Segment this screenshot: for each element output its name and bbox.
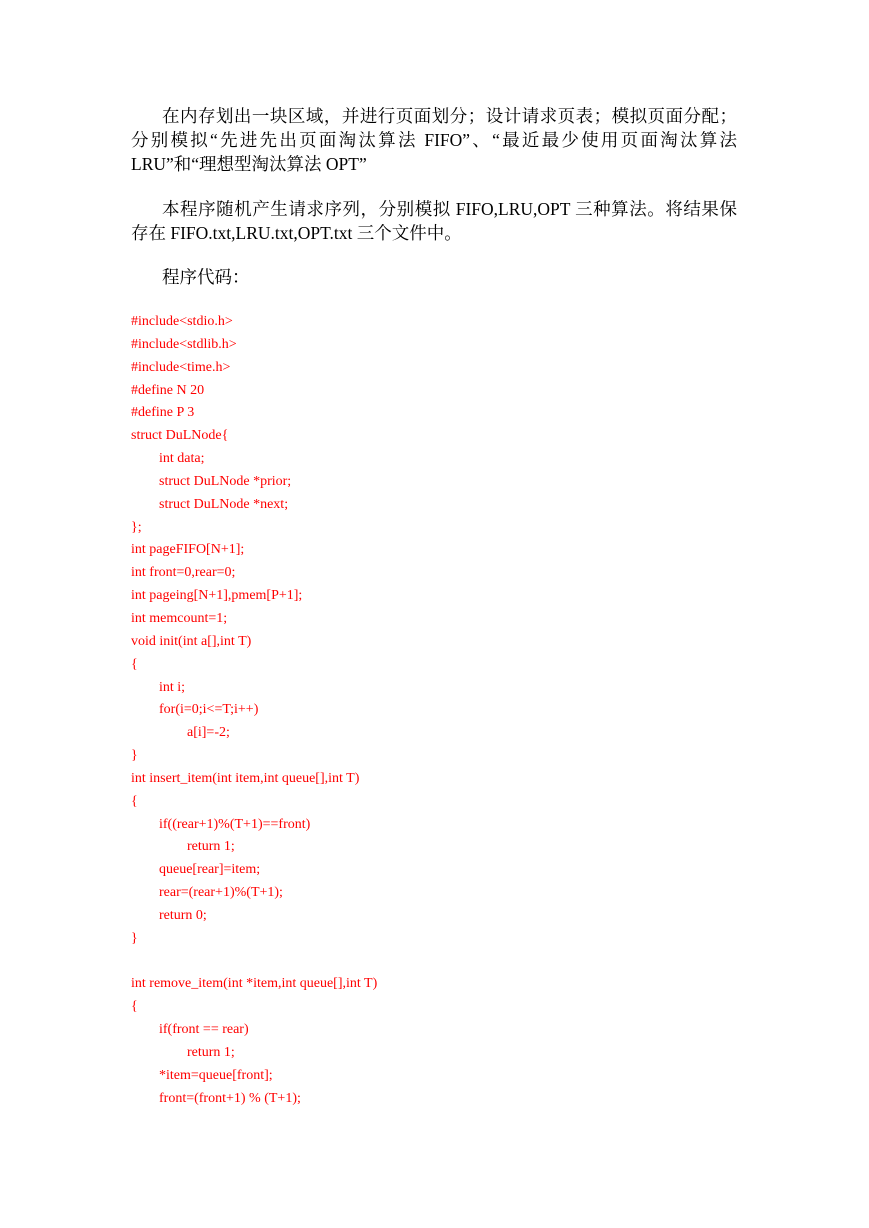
code-heading: 程序代码： bbox=[162, 267, 250, 287]
code-line: return 1; bbox=[131, 1045, 235, 1060]
code-line: int pageFIFO[N+1]; bbox=[131, 542, 245, 558]
code-line: #include<time.h> bbox=[131, 359, 231, 375]
code-line: int insert_item(int item,int queue[],int T) bbox=[131, 770, 360, 786]
code-line: } bbox=[131, 930, 138, 946]
code-line: rear=(rear+1)%(T+1); bbox=[131, 885, 283, 901]
code-line: } bbox=[131, 748, 138, 764]
code-line: { bbox=[131, 999, 138, 1015]
code-line: if((rear+1)%(T+1)==front) bbox=[131, 816, 311, 832]
code-line: #include<stdio.h> bbox=[131, 314, 233, 329]
description-paragraph: 本程序随机产生请求序列，分别模拟 FIFO,LRU,OPT 三种算法。将结果保存在 FIFO.txt,LRU.txt,OPT.txt 三个文件中。 bbox=[131, 199, 737, 243]
code-line: #define P 3 bbox=[131, 405, 195, 421]
code-line: struct DuLNode *next; bbox=[131, 496, 289, 512]
code-line: a[i]=-2; bbox=[131, 725, 230, 741]
code-line: return 1; bbox=[131, 839, 235, 855]
code-line: { bbox=[131, 656, 138, 672]
code-line: front=(front+1) % (T+1); bbox=[131, 1090, 301, 1106]
code-line: return 0; bbox=[131, 907, 207, 923]
code-line: { bbox=[131, 793, 138, 809]
code-line: int memcount=1; bbox=[131, 610, 228, 626]
code-line: int i; bbox=[131, 679, 186, 695]
code-line: int pageing[N+1],pmem[P+1]; bbox=[131, 588, 303, 604]
code-line: void init(int a[],int T) bbox=[131, 633, 252, 649]
code-line: queue[rear]=item; bbox=[131, 862, 261, 878]
code-line: struct DuLNode{ bbox=[131, 428, 229, 444]
code-line: #include<stdlib.h> bbox=[131, 336, 237, 352]
intro-paragraph: 在内存划出一块区域，并进行页面划分；设计请求页表；模拟页面分配；分别模拟“先进先出页面淘汰算法 FIFO”、“最近最少使用页面淘汰算法 LRU”和“理想型淘汰算法 OPT” bbox=[131, 106, 737, 174]
code-line: if(front == rear) bbox=[131, 1022, 249, 1038]
code-line: int front=0,rear=0; bbox=[131, 565, 236, 581]
code-line: #define N 20 bbox=[131, 382, 205, 398]
code-line bbox=[131, 951, 377, 974]
code-line: int remove_item(int *item,int queue[],int T) bbox=[131, 976, 378, 992]
code-line: for(i=0;i<=T;i++) bbox=[131, 702, 259, 718]
code-line: int data; bbox=[131, 451, 205, 467]
code-line: struct DuLNode *prior; bbox=[131, 473, 292, 489]
code-block bbox=[131, 311, 377, 1111]
code-line: }; bbox=[131, 519, 142, 535]
code-line: *item=queue[front]; bbox=[131, 1067, 273, 1083]
